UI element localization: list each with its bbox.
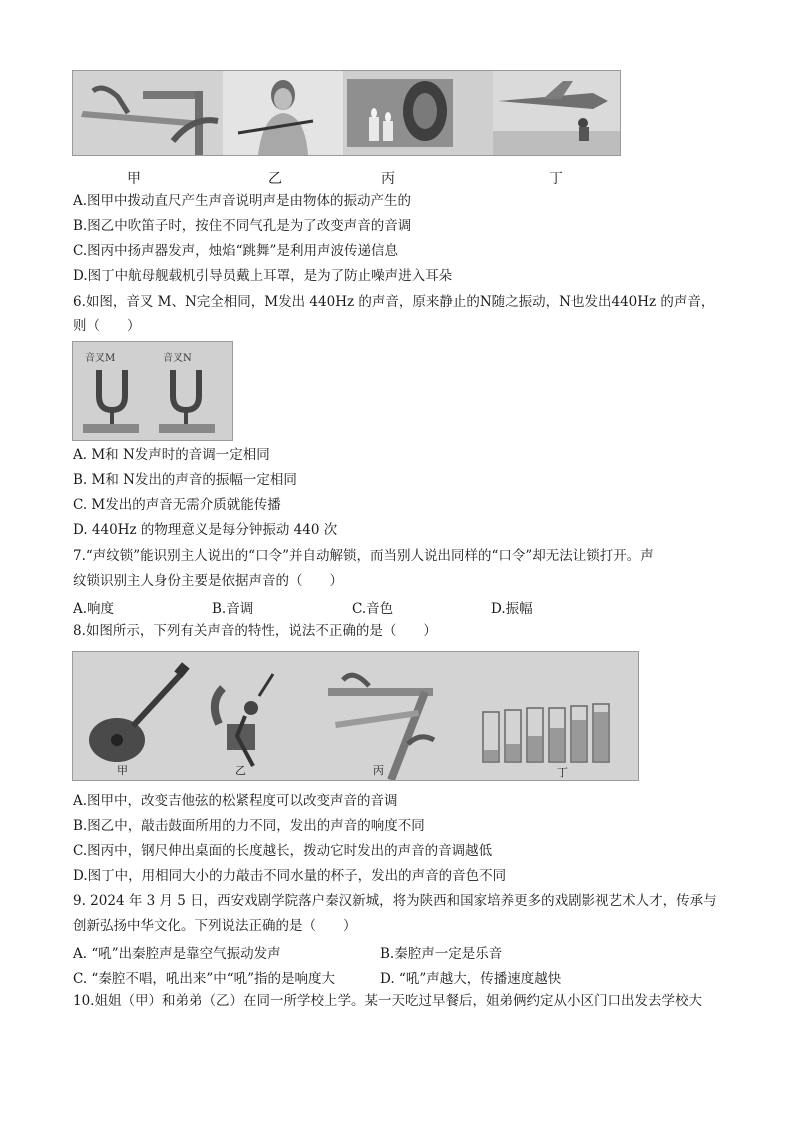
- q5-figure-strip: [72, 70, 621, 156]
- q6-stem-line2: 则（ ）: [73, 318, 141, 334]
- figure-caption-bing: 丙: [381, 171, 395, 187]
- q8-caption-ding: 丁: [557, 766, 568, 779]
- fork-label-n: 音叉N: [163, 353, 192, 364]
- carrier-aircraft-illustration: [493, 71, 620, 155]
- q7-stem-line2: 纹锁识别主人身份主要是依据声音的（ ）: [73, 573, 343, 589]
- q9-option-b: B.秦腔声一定是乐音: [380, 946, 503, 962]
- q5-figure-illustrations: [73, 71, 620, 155]
- q6-option-a: A. M和 N发声时的音调一定相同: [73, 447, 270, 463]
- q9-option-d: D. “吼”声越大，传播速度越快: [380, 971, 562, 987]
- tuning-fork-figure: [72, 341, 233, 441]
- water-glasses-illustration: [483, 704, 609, 762]
- q8-option-d: D.图丁中，用相同大小的力敲击不同水量的杯子，发出的声音的音色不同: [73, 868, 507, 884]
- q5-option-c: C.图丙中扬声器发声，烛焰“跳舞”是利用声波传递信息: [73, 243, 398, 259]
- q9-stem-line2: 创新弘扬中华文化。下列说法正确的是（ ）: [73, 918, 357, 934]
- q7-option-b: B.音调: [212, 601, 254, 617]
- q8-figure-illustrations: [73, 652, 638, 780]
- q8-option-a: A.图甲中，改变吉他弦的松紧程度可以改变声音的音调: [73, 793, 398, 809]
- q5-option-a: A.图甲中拨动直尺产生声音说明声是由物体的振动产生的: [73, 193, 412, 209]
- guitar-illustration: [89, 662, 190, 762]
- q6-option-d: D. 440Hz 的物理意义是每分钟振动 440 次: [73, 522, 338, 538]
- q8-option-c: C.图丙中，钢尺伸出桌面的长度越长，拨动它时发出的声音的音调越低: [73, 843, 493, 859]
- drummer-illustration: [215, 674, 273, 766]
- figure-caption-jia: 甲: [127, 171, 141, 187]
- q10-stem-line1: 10.姐姐（甲）和弟弟（乙）在同一所学校上学。某一天吃过早餐后，姐弟俩约定从小区门口出发去学校大: [73, 993, 702, 1009]
- q6-option-b: B. M和 N发出的声音的振幅一定相同: [73, 472, 297, 488]
- q8-caption-bing: 丙: [373, 764, 384, 777]
- fork-label-m: 音叉M: [85, 353, 116, 364]
- figure-caption-yi: 乙: [268, 171, 282, 187]
- q7-option-d: D.振幅: [491, 601, 533, 617]
- q6-stem-line1: 6.如图，音叉 M、N完全相同，M发出 440Hz 的声音，原来静止的N随之振动，N也发出440Hz 的声音，: [73, 294, 715, 310]
- q8-caption-jia: 甲: [117, 764, 128, 777]
- q7-option-c: C.音色: [352, 601, 394, 617]
- q8-figure-strip: [72, 651, 639, 781]
- tuning-fork-illustration: [73, 342, 232, 440]
- flute-player-illustration: [223, 71, 343, 155]
- q7-stem-line1: 7.“声纹锁”能识别主人说出的“口令”并自动解锁，而当别人说出同样的“口令”却无法让锁打开。声: [73, 548, 654, 564]
- q5-option-b: B.图乙中吹笛子时，按住不同气孔是为了改变声音的音调: [73, 218, 412, 234]
- speaker-candle-illustration: [347, 79, 453, 147]
- q9-option-a: A. “吼”出秦腔声是靠空气振动发声: [73, 946, 281, 962]
- q9-stem-line1: 9. 2024 年 3 月 5 日，西安戏剧学院落户秦汉新城，将为陕西和国家培养更多的戏剧影视艺术人才，传承与: [73, 893, 717, 909]
- q7-option-a: A.响度: [73, 601, 115, 617]
- q9-option-c: C. “秦腔不唱，吼出来”中“吼”指的是响度大: [73, 971, 336, 987]
- q8-stem: 8.如图所示，下列有关声音的特性，说法不正确的是（ ）: [73, 623, 437, 639]
- figure-caption-ding: 丁: [549, 171, 563, 187]
- ruler-on-table-illustration: [73, 71, 223, 155]
- q8-option-b: B.图乙中，敲击鼓面所用的力不同，发出的声音的响度不同: [73, 818, 425, 834]
- q6-option-c: C. M发出的声音无需介质就能传播: [73, 497, 281, 513]
- q8-caption-yi: 乙: [235, 764, 246, 777]
- q5-option-d: D.图丁中航母舰载机引导员戴上耳罩，是为了防止噪声进入耳朵: [73, 268, 453, 284]
